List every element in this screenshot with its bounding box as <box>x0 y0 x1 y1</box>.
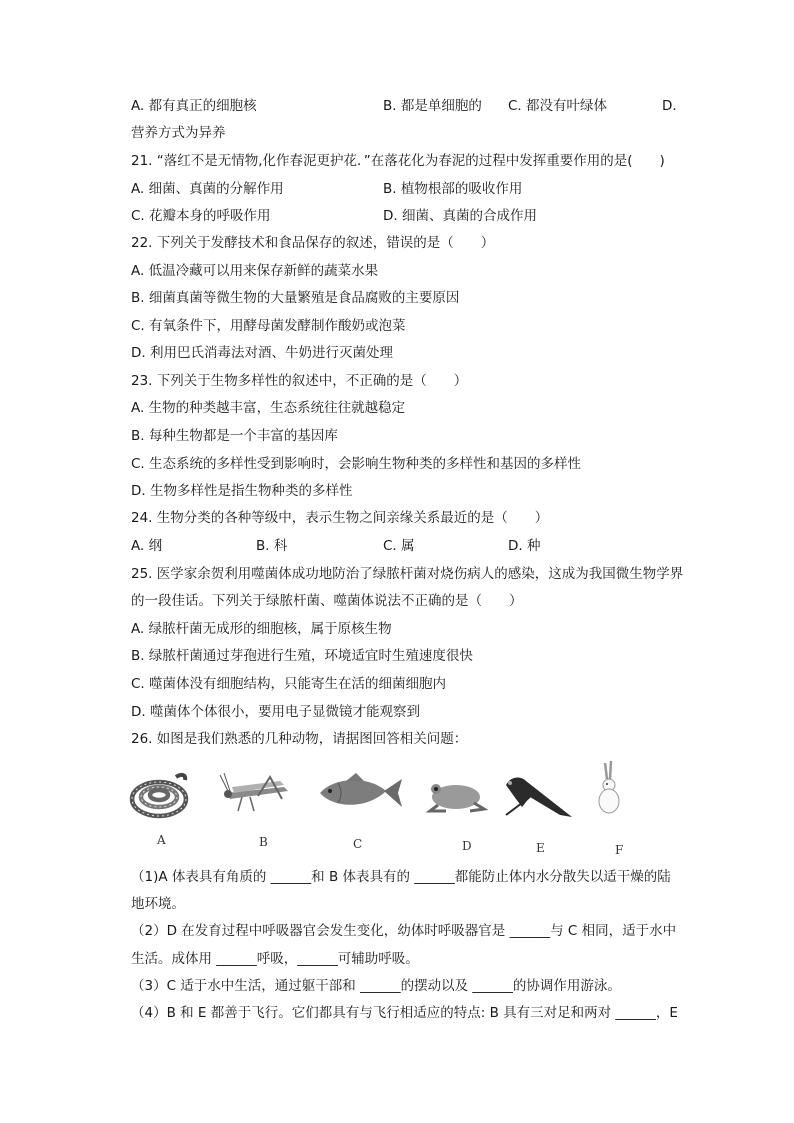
animals-figure <box>126 757 646 857</box>
figure-label-e: E <box>536 841 545 855</box>
figure-label-f: F <box>615 843 624 857</box>
q21-option-c: C. 花瓣本身的呼吸作用 <box>131 208 271 224</box>
q22-option-d: D. 利用巴氏消毒法对酒、牛奶进行灭菌处理 <box>131 345 393 361</box>
q22-option-b: B. 细菌真菌等微生物的大量繁殖是食品腐败的主要原因 <box>131 290 460 306</box>
q24-option-b: B. 科 <box>256 538 288 554</box>
q26-sub2-line-2: 生活。成体用 ______呼吸，______可辅助呼吸。 <box>131 951 419 967</box>
fish-icon <box>316 771 404 815</box>
figure-label-a: A <box>157 833 166 847</box>
q24-option-c: C. 属 <box>383 538 415 554</box>
q25-option-a: A. 绿脓杆菌无成形的细胞核，属于原核生物 <box>131 621 392 637</box>
q26-sub1-line-2: 地环境。 <box>131 896 185 912</box>
rabbit-icon <box>596 759 622 815</box>
q26-sub2-line-1: （2）D 在发育过程中呼吸器官会发生变化，幼体时呼吸器官是 ______与 C 相同，适于水中 <box>131 923 677 939</box>
q25-stem-line-2: 的一段佳话。下列关于绿脓杆菌、噬菌体说法不正确的是（ ） <box>131 593 523 609</box>
figure-label-c: C <box>353 837 363 851</box>
swallow-icon <box>500 763 576 821</box>
frog-icon <box>422 775 488 815</box>
q20-option-d-letter: D. <box>662 98 677 114</box>
q25-option-d: D. 噬菌体个体很小，要用电子显微镜才能观察到 <box>131 704 420 720</box>
q22-option-a: A. 低温冷藏可以用来保存新鲜的蔬菜水果 <box>131 263 379 279</box>
q26-sub1-line-1: （1)A 体表具有角质的 ______和 B 体表具有的 ______都能防止体内水分散失以适干燥的陆 <box>131 869 671 885</box>
q23-option-d: D. 生物多样性是指生物种类的多样性 <box>131 483 353 499</box>
q25-stem-line-1: 25. 医学家余贺利用噬菌体成功地防治了绿脓杆菌对烧伤病人的感染，这成为我国微生物学界 <box>131 566 684 582</box>
q20-option-b: B. 都是单细胞的 <box>383 98 482 114</box>
q23-option-a: A. 生物的种类越丰富，生态系统往往就越稳定 <box>131 400 406 416</box>
q21-option-d: D. 细菌、真菌的合成作用 <box>383 208 537 224</box>
figure-label-b: B <box>259 835 268 849</box>
q23-option-c: C. 生态系统的多样性受到影响时，会影响生物种类的多样性和基因的多样性 <box>131 456 582 472</box>
q21-option-b: B. 植物根部的吸收作用 <box>383 181 523 197</box>
q24-stem: 24. 生物分类的各种等级中，表示生物之间亲缘关系最近的是（ ） <box>131 510 549 526</box>
q23-option-b: B. 每种生物都是一个丰富的基因库 <box>131 428 338 444</box>
q22-stem: 22. 下列关于发酵技术和食品保存的叙述，错误的是（ ） <box>131 235 495 251</box>
q24-option-a: A. 纲 <box>131 538 163 554</box>
q24-option-d: D. 种 <box>508 538 541 554</box>
q25-option-b: B. 绿脓杆菌通过芽孢进行生殖，环境适宜时生殖速度很快 <box>131 648 473 664</box>
q21-stem: 21. “落红不是无情物,化作春泥更护花．”在落花化为春泥的过程中发挥重要作用的是( ) <box>131 153 665 169</box>
q21-option-a: A. 细菌、真菌的分解作用 <box>131 181 284 197</box>
q25-option-c: C. 噬菌体没有细胞结构，只能寄生在活的细菌细胞内 <box>131 676 447 692</box>
snake-icon <box>128 765 190 821</box>
q20-option-a: A. 都有真正的细胞核 <box>131 98 257 114</box>
q26-sub3: （3）C 适于水中生活，通过躯干部和 ______的摆动以及 ______的协调作用游泳。 <box>131 978 621 994</box>
q20-option-c: C. 都没有叶绿体 <box>508 98 608 114</box>
grasshopper-icon <box>218 769 296 815</box>
q20-option-d-text: 营养方式为异养 <box>131 125 226 141</box>
q26-sub4: （4）B 和 E 都善于飞行。它们都具有与飞行相适应的特点: B 具有三对足和两对 ______，E <box>131 1005 678 1021</box>
q26-stem: 26. 如图是我们熟悉的几种动物，请据图回答相关问题： <box>131 731 468 747</box>
figure-label-d: D <box>462 839 472 853</box>
q22-option-c: C. 有氧条件下，用酵母菌发酵制作酸奶或泡菜 <box>131 318 406 334</box>
q23-stem: 23. 下列关于生物多样性的叙述中，不正确的是（ ） <box>131 373 468 389</box>
